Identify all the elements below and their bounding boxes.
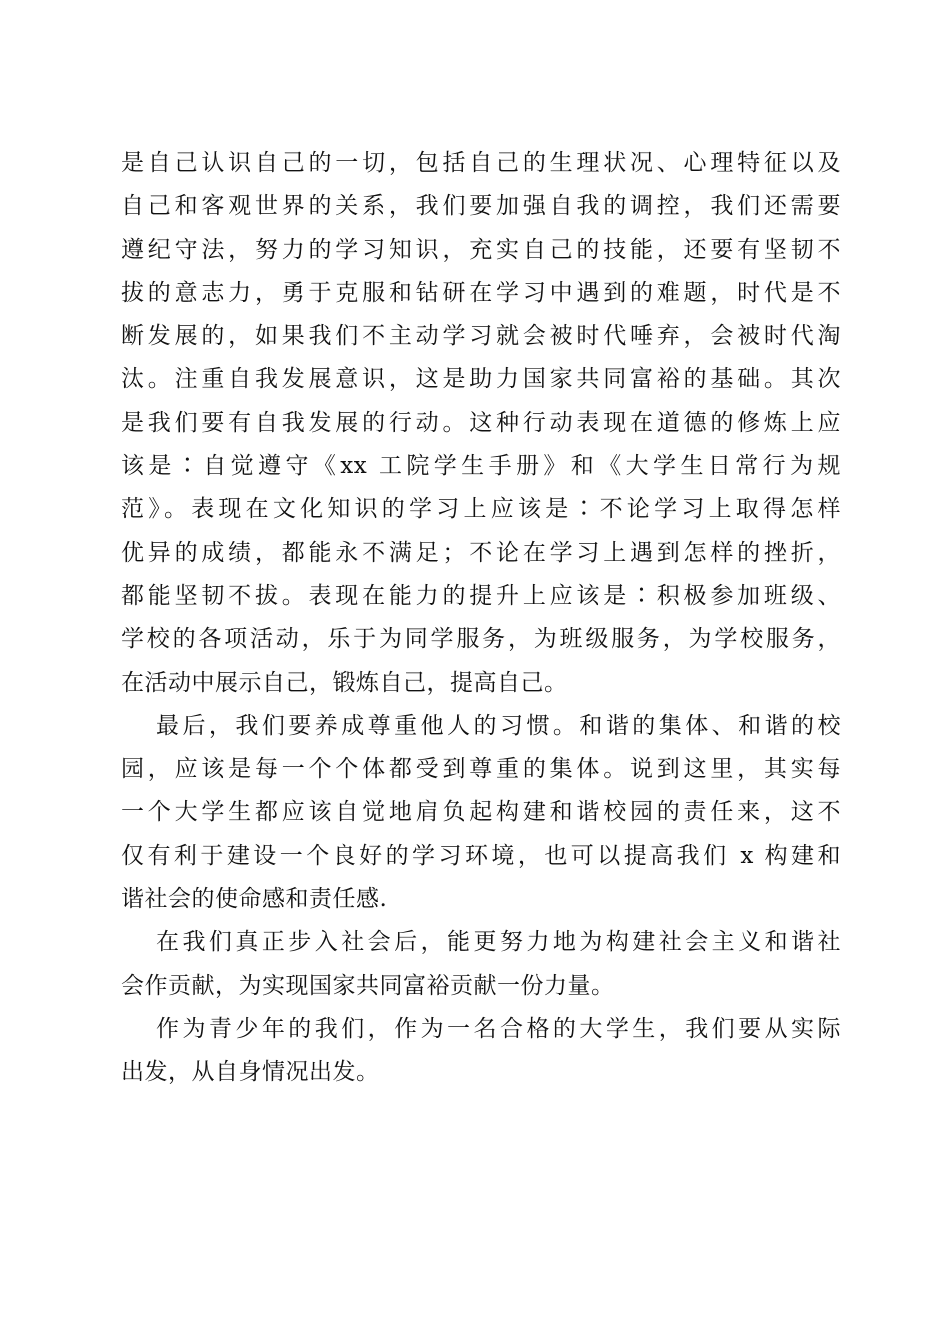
text-line: 范》。表现在文化知识的学习上应该是∶不论学习上取得怎样 [121,496,841,523]
text-line: 学校的各项活动，乐于为同学服务，为班级服务，为学校服务， [121,626,841,653]
paragraph [121,705,841,921]
text-line: 会作贡献，为实现国家共同富裕贡献一份力量。 [121,972,615,999]
text-line: 拔的意志力，勇于克服和钻研在学习中遇到的难题，时代是不 [121,279,841,306]
text-line: 出发，从自身情况出发。 [121,1059,380,1086]
text-line: 自己和客观世界的关系，我们要加强自我的调控，我们还需要 [121,193,841,220]
text-line: 仅有利于建设一个良好的学习环境，也可以提高我们 x 构建和 [121,842,841,869]
paragraph [121,921,841,1008]
text-line: 是我们要有自我发展的行动。这种行动表现在道德的修炼上应 [121,409,841,436]
paragraph [121,142,841,705]
text-line: 一个大学生都应该自觉地肩负起构建和谐校园的责任来，这不 [121,799,841,826]
text-line: 在我们真正步入社会后，能更努力地为构建社会主义和谐社 [156,929,841,956]
text-line: 都能坚韧不拔。表现在能力的提升上应该是∶积极参加班级、 [121,582,841,609]
text-line: 优异的成绩，都能永不满足；不论在学习上遇到怎样的挫折， [121,539,841,566]
text-line: 遵纪守法，努力的学习知识，充实自己的技能，还要有坚韧不 [121,236,841,263]
text-line: 是自己认识自己的一切，包括自己的生理状况、心理特征以及 [121,150,841,176]
paragraph [121,1008,841,1095]
text-line: 最后，我们要养成尊重他人的习惯。和谐的集体、和谐的校 [156,712,841,739]
text-line: 该是∶自觉遵守《xx 工院学生手册》和《大学生日常行为规 [121,453,841,480]
text-line: 在活动中展示自己，锻炼自己，提高自己。 [121,669,568,696]
text-line: 汰。注重自我发展意识，这是助力国家共同富裕的基础。其次 [121,366,841,393]
text-line: 谐社会的使命感和责任感. [121,886,388,913]
document-body [121,142,841,1095]
text-line: 作为青少年的我们，作为一名合格的大学生，我们要从实际 [156,1015,841,1042]
text-line: 园，应该是每一个个体都受到尊重的集体。说到这里，其实每 [121,756,841,783]
text-line: 断发展的，如果我们不主动学习就会被时代唾弃，会被时代淘 [121,323,841,350]
